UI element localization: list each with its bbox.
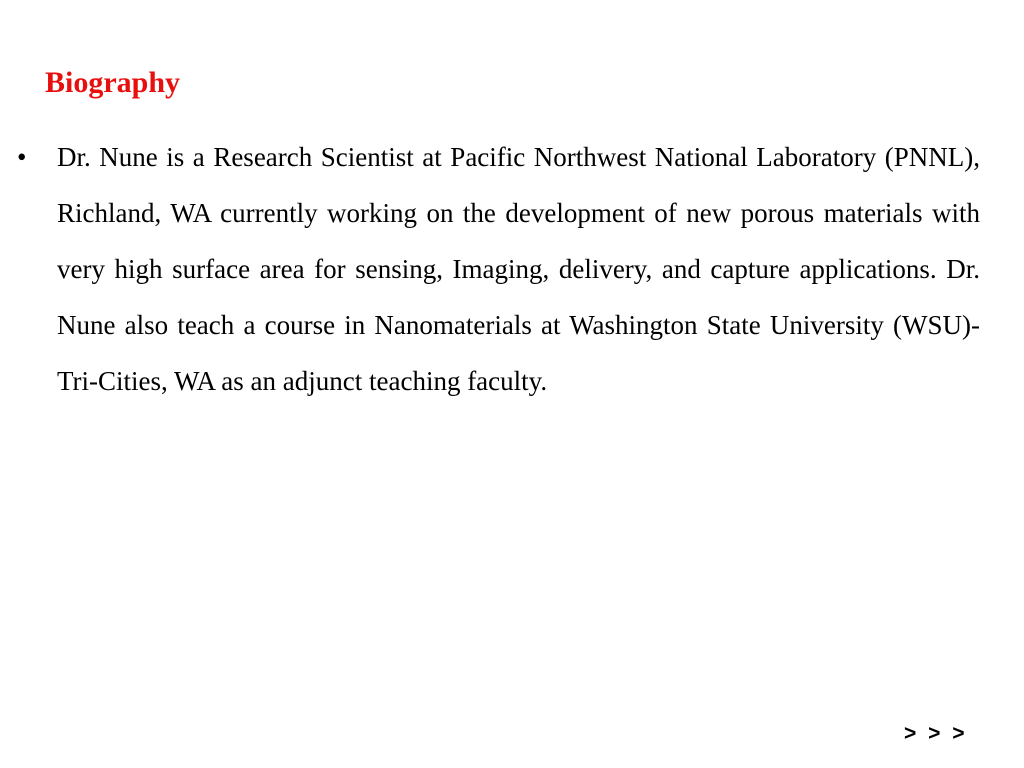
- next-slide-button[interactable]: > > >: [904, 722, 968, 745]
- bullet-list: [12, 129, 980, 409]
- biography-text: Dr. Nune is a Research Scientist at Pacific Northwest National Laboratory (PNNL), Richland, WA currently working on the development of new porous materials with very high surface area for sensing, Imaging, delivery, and capture applications. Dr. Nune also teach a course in Nanomaterials at Washington State University (WSU)-Tri-Cities, WA as an adjunct teaching faculty.: [57, 142, 980, 396]
- bullet-marker: •: [17, 142, 27, 172]
- slide-title: Biography: [45, 66, 181, 99]
- list-item: [12, 129, 980, 409]
